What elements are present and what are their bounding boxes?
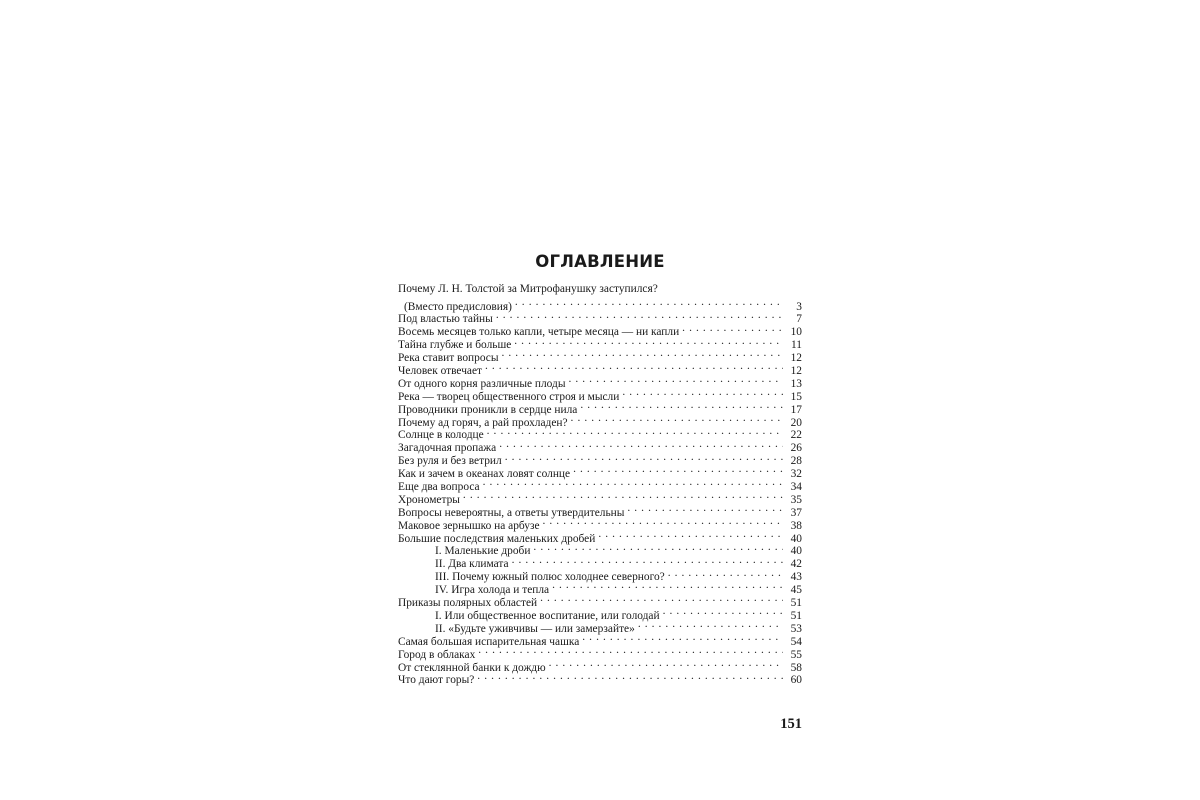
toc-entry-title: Что дают горы? (398, 674, 475, 687)
toc-dot-leader (571, 412, 783, 426)
toc-entry-title: IV. Игра холода и тепла (435, 584, 550, 597)
toc-entry-page: 42 (790, 558, 802, 571)
toc-entry-page: 10 (790, 326, 802, 339)
toc-list (398, 283, 802, 687)
toc-dot-leader (549, 657, 783, 671)
toc-entry-title: Почему ад горяч, а рай прохладен? (398, 416, 568, 429)
toc-entry-title: От стеклянной банки к дождю (398, 661, 546, 674)
toc-entry-title: Восемь месяцев только капли, четыре месяца — ни капли (398, 326, 680, 339)
toc-entry-page: 58 (790, 661, 802, 674)
toc-entry-title: Город в облаках (398, 648, 476, 661)
toc-dot-leader (668, 567, 783, 581)
toc-dot-leader (485, 360, 783, 374)
toc-entry-title: Проводники проникли в сердце нила (398, 403, 578, 416)
toc-entry-page: 3 (796, 300, 802, 313)
toc-entry-page: 38 (790, 519, 802, 532)
toc-entry-page: 45 (790, 584, 802, 597)
toc-entry-page: 37 (790, 506, 802, 519)
toc-entry-title: I. Или общественное воспитание, или голодай (435, 609, 660, 622)
toc-entry-title: Еще два вопроса (398, 481, 480, 494)
toc-dot-leader (543, 515, 783, 529)
toc-entry-page: 54 (790, 635, 802, 648)
toc-entry-page: 12 (790, 352, 802, 365)
toc-entry-page: 11 (791, 339, 802, 352)
toc-entry-title: Маковое зернышко на арбузе (398, 519, 540, 532)
toc-entry-title: Самая большая испарительная чашка (398, 635, 580, 648)
toc-dot-leader (568, 373, 783, 387)
toc-entry-page: 55 (790, 648, 802, 661)
toc-dot-leader (627, 502, 783, 516)
toc-dot-leader (622, 386, 783, 400)
toc-entry-title: (Вместо предисловия) (404, 300, 512, 313)
toc-entry-title: Почему Л. Н. Толстой за Митрофанушку заступился? (398, 283, 658, 295)
toc-entry-title: От одного корня различные плоды (398, 377, 566, 390)
toc-dot-leader (514, 335, 783, 349)
toc-dot-leader (478, 644, 783, 658)
toc-entry-title: Без руля и без ветрил (398, 455, 502, 468)
toc-entry-title: Хронометры (398, 493, 460, 506)
toc-dot-leader (552, 579, 783, 593)
toc-dot-leader (540, 592, 783, 606)
toc-entry-title: Загадочная пропажа (398, 442, 497, 455)
toc-dot-leader (515, 296, 783, 310)
toc-entry-title: Приказы полярных областей (398, 597, 538, 610)
toc-dot-leader (502, 347, 783, 361)
toc-entry-page: 53 (790, 622, 802, 635)
toc-entry-title: II. Два климата (435, 558, 509, 571)
toc-entry-page: 7 (796, 313, 802, 326)
toc-entry-title: Как и зачем в океанах ловят солнце (398, 468, 571, 481)
toc-dot-leader (598, 528, 783, 542)
toc-dot-leader (483, 476, 783, 490)
toc-dot-leader (487, 425, 783, 439)
toc-entry-title: Солнце в колодце (398, 429, 484, 442)
toc-entry-page: 43 (790, 571, 802, 584)
toc-dot-leader (682, 322, 783, 336)
toc-entry-title: Человек отвечает (398, 365, 483, 378)
toc-entry-page: 35 (790, 493, 802, 506)
toc-dot-leader (512, 554, 783, 568)
toc-dot-leader (582, 631, 783, 645)
toc-entry-page: 51 (790, 597, 802, 610)
toc-dot-leader (663, 605, 783, 619)
toc-entry-page: 17 (790, 403, 802, 416)
toc-entry-page: 20 (790, 416, 802, 429)
toc-entry-title: II. «Будьте уживчивы — или замерзайте» (435, 622, 635, 635)
toc-entry-page: 15 (790, 390, 802, 403)
toc-dot-leader (533, 541, 783, 555)
toc-entry-page: 40 (790, 532, 802, 545)
toc-entry-page: 40 (790, 545, 802, 558)
toc-dot-leader (496, 309, 783, 323)
toc-entry (398, 283, 802, 296)
page-number: 151 (780, 716, 802, 732)
toc-entry-page: 34 (790, 481, 802, 494)
toc-entry-title: III. Почему южный полюс холоднее северного? (435, 571, 665, 584)
toc-title: ОГЛАВЛЕНИЕ (535, 252, 665, 271)
toc-entry-title: Тайна глубже и больше (398, 339, 512, 352)
toc-entry-page: 51 (790, 609, 802, 622)
toc-entry-page: 60 (790, 674, 802, 687)
toc-entry-page: 22 (790, 429, 802, 442)
toc-dot-leader (573, 463, 783, 477)
toc-entry-page: 13 (790, 377, 802, 390)
toc-entry (398, 296, 802, 313)
toc-dot-leader (505, 451, 783, 465)
toc-entry-page: 26 (790, 442, 802, 455)
toc-entry-page: 12 (790, 365, 802, 378)
toc-dot-leader (638, 618, 783, 632)
toc-entry-title: Река — творец общественного строя и мысли (398, 390, 620, 403)
toc-entry-page: 28 (790, 455, 802, 468)
toc-dot-leader (499, 438, 783, 452)
toc-entry-title: Река ставит вопросы (398, 352, 499, 365)
toc-entry-page: 32 (790, 468, 802, 481)
toc-entry-title: Большие последствия маленьких дробей (398, 532, 596, 545)
toc-entry-title: I. Маленькие дроби (435, 545, 531, 558)
toc-entry-title: Под властью тайны (398, 313, 493, 326)
toc-dot-leader (477, 670, 783, 684)
toc-entry-title: Вопросы невероятны, а ответы утвердительны (398, 506, 625, 519)
toc-dot-leader (463, 489, 783, 503)
toc-dot-leader (580, 399, 783, 413)
